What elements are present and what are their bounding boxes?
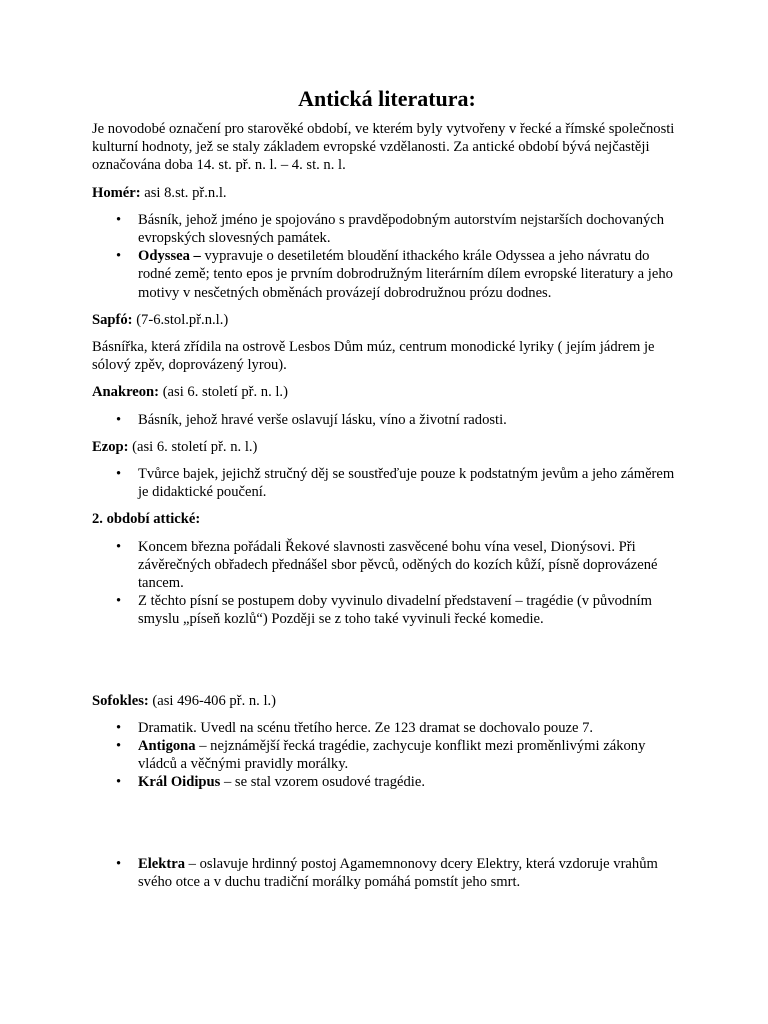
- list-item: [92, 538, 682, 593]
- list-item-text: – se stal vzorem osudové tragédie.: [220, 774, 425, 791]
- list-item-bold: Král Oidipus: [138, 774, 221, 791]
- sapfo-name: Sapfó:: [92, 311, 133, 328]
- sofokles-list: [92, 719, 682, 792]
- bullet-icon: •: [116, 719, 122, 736]
- list-item: [92, 773, 682, 791]
- sapfo-date: (7-6.stol.př.n.l.): [132, 311, 229, 328]
- list-item: [92, 855, 682, 891]
- homer-heading: [92, 184, 682, 202]
- sofokles-extra-list: [92, 855, 682, 891]
- list-item-text: Dramatik. Uvedl na scénu třetího herce. Ze 123 dramat se dochovalo pouze 7.: [138, 719, 594, 736]
- homer-name: Homér:: [92, 184, 141, 201]
- bullet-icon: •: [116, 538, 122, 555]
- homer-list: [92, 211, 682, 302]
- list-item: [92, 411, 682, 429]
- bullet-icon: •: [116, 593, 122, 610]
- list-item-text: Tvůrce bajek, jejichž stručný děj se soustřeďuje pouze k podstatným jevům a jeho záměrem je didaktické poučení.: [138, 466, 675, 501]
- attic-list: [92, 538, 682, 629]
- document-page: [92, 86, 682, 900]
- ezop-heading: [92, 438, 682, 456]
- bullet-icon: •: [116, 211, 122, 228]
- sapfo-paragraph: Básnířka, která zřídila na ostrově Lesbos Dům múz, centrum monodické lyriky ( jejím jádrem je sólový zpěv, doprovázený lyrou).: [92, 339, 655, 374]
- bullet-icon: •: [116, 855, 122, 872]
- anakreon-heading: [92, 383, 682, 401]
- homer-date: asi 8.st. př.n.l.: [140, 184, 227, 201]
- ezop-date: (asi 6. století př. n. l.): [128, 438, 258, 455]
- list-item-text: Z těchto písní se postupem doby vyvinulo divadelní představení – tragédie (v původním smyslu „píseň kozlů“) Později se z toho také vyvinuli řecké komedie.: [138, 593, 652, 628]
- sofokles-name: Sofokles:: [92, 692, 149, 709]
- list-item-text: – nejznámější řecká tragédie, zachycuje konflikt mezi proměnlivými zákony vládců a věčnými pravidly morálky.: [138, 738, 646, 773]
- sofokles-heading: [92, 692, 682, 710]
- list-item: [92, 211, 682, 247]
- anakreon-date: (asi 6. století př. n. l.): [159, 384, 288, 401]
- list-item: [92, 247, 682, 302]
- ezop-list: [92, 465, 682, 501]
- attic-heading: [92, 510, 682, 528]
- ezop-name: Ezop:: [92, 438, 129, 455]
- blank-space: [92, 801, 682, 855]
- attic-name: 2. období attické:: [92, 511, 201, 528]
- anakreon-name: Anakreon:: [92, 384, 160, 401]
- sapfo-heading: [92, 311, 682, 329]
- list-item-text: Básník, jehož jméno je spojováno s pravděpodobným autorstvím nejstarších dochovaných evropských slovesných památek.: [138, 211, 665, 247]
- list-item-text: vypravuje o desetiletém bloudění ithackého krále Odyssea a jeho návratu do rodné země; tento epos je prvním dobrodružným literárním dílem evropské literatury a jeho motivy v nesčetných obměnách provázejí dobrodružnou prózu dodnes.: [138, 248, 673, 301]
- list-item-bold: Elektra: [138, 855, 186, 872]
- list-item-bold: Antigona: [138, 738, 196, 755]
- bullet-icon: •: [116, 738, 122, 755]
- list-item-text: Básník, jehož hravé verše oslavují lásku, víno a životní radosti.: [138, 411, 507, 428]
- blank-space: [92, 638, 682, 692]
- bullet-icon: •: [116, 248, 122, 265]
- list-item: [92, 719, 682, 737]
- document-title: Antická literatura:: [298, 86, 476, 111]
- list-item-text: – oslavuje hrdinný postoj Agamemnonovy dcery Elektry, která vzdoruje vrahům svého otce a v duchu tradiční morálky pomáhá pomstít jeho smrt.: [138, 855, 658, 890]
- anakreon-list: [92, 411, 682, 429]
- list-item: [92, 592, 682, 628]
- list-item: [92, 465, 682, 501]
- bullet-icon: •: [116, 774, 122, 791]
- list-item: [92, 737, 682, 773]
- bullet-icon: •: [116, 411, 122, 428]
- list-item-bold: Odyssea –: [138, 248, 201, 265]
- intro-paragraph: Je novodobé označení pro starověké období, ve kterém byly vytvořeny v řecké a římské společnosti kulturní hodnoty, jež se staly základem evropské vzdělanosti. Za antické období bývá nejčastěji označována doba 14. st. př. n. l. – 4. st. n. l.: [92, 121, 675, 174]
- list-item-text: Koncem března pořádali Řekové slavnosti zasvěcené bohu vína vesel, Dionýsovi. Při závěrečných obřadech přednášel sbor pěvců, oděných do kozích kůží, písně doprovázené tancem.: [138, 538, 658, 592]
- sofokles-date: (asi 496-406 př. n. l.): [148, 692, 277, 709]
- bullet-icon: •: [116, 466, 122, 483]
